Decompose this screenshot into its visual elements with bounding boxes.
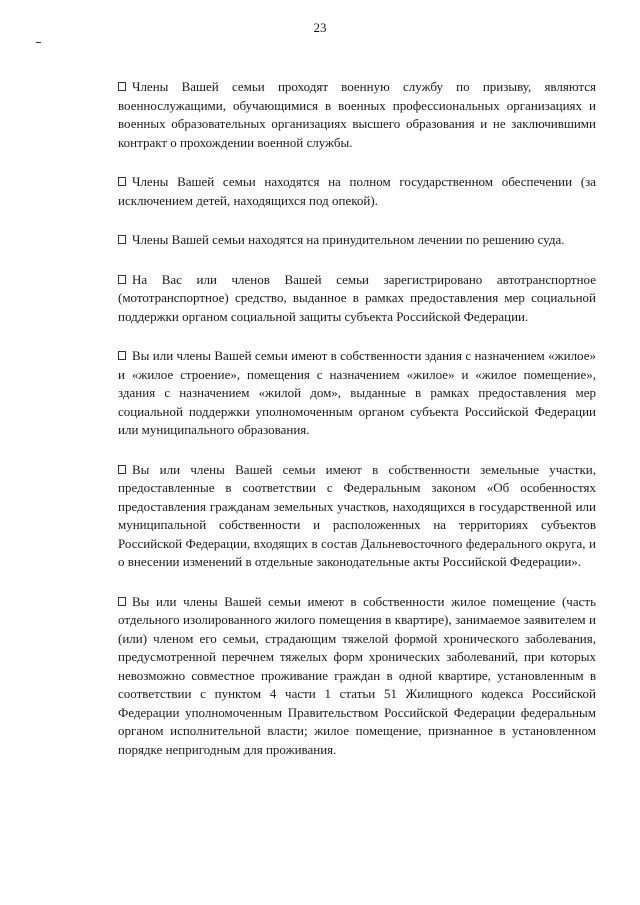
checklist-item-residential-buildings <box>118 347 596 440</box>
checklist-item-compulsory-treatment <box>118 231 596 250</box>
checklist-item-text: На Вас или членов Вашей семьи зарегистрировано автотранспортное (мототранспортное) средство, выданное в рамках предоставления мер социальной поддержки органом социальной защиты субъекта Российской Федерации. <box>118 271 596 324</box>
checklist-item-military-service <box>118 78 596 152</box>
checklist-item-text: Вы или члены Вашей семьи имеют в собственности земельные участки, предоставленные в соответствии с Федеральным законом «Об особенностях предоставления гражданам земельных участков, находящихся в государственной или муниципальной собственности и расположенных на территориях субъектов Российской Федерации, входящих в состав Дальневосточного федерального округа, и о внесении изменений в отдельные законодательные акты Российской Федерации». <box>118 461 596 569</box>
checklist-item-text: Члены Вашей семьи находятся на полном государственном обеспечении (за исключением детей, находящихся под опекой). <box>118 174 596 208</box>
checkbox[interactable] <box>118 465 126 474</box>
checklist-item-vehicle <box>118 271 596 327</box>
scan-mark <box>36 42 41 43</box>
checklist-item-text: Вы или члены Вашей семьи имеют в собственности здания с назначением «жилое» и «жилое строение», помещения с назначением «жилое» и «жилое помещение», здания с назначением «жилой дом», выданные в рамках предоставления мер социальной поддержки уполномоченным органом субъекта Российской Федерации или муниципального образования. <box>118 348 596 437</box>
checkbox[interactable] <box>118 177 126 186</box>
page-number: 23 <box>313 20 327 35</box>
checklist <box>118 78 596 780</box>
checklist-item-text: Вы или члены Вашей семьи имеют в собственности жилое помещение (часть отдельного изолированного жилого помещения в квартире), занимаемое заявителем и (или) членом его семьи, страдающим тяжелой формой хронического заболевания, предусмотренной перечнем тяжелых форм хронических заболеваний, при которых невозможно совместное проживание граждан в одной квартире, установленным в соответствии с пунктом 4 части 1 статьи 51 Жилищного кодекса Российской Федерации уполномоченным Правительством Российской Федерации федеральным органом исполнительной власти; жилое помещение, признанное в установленном порядке непригодным для проживания. <box>118 593 596 757</box>
checkbox[interactable] <box>118 235 126 244</box>
checklist-item-text: Члены Вашей семьи находятся на принудительном лечении по решению суда. <box>132 232 565 247</box>
checkbox[interactable] <box>118 597 126 606</box>
checkbox[interactable] <box>118 82 126 91</box>
checklist-item-land-plots <box>118 461 596 572</box>
checkbox[interactable] <box>118 275 126 284</box>
checklist-item-state-support <box>118 173 596 210</box>
checklist-item-text: Члены Вашей семьи проходят военную службу по призыву, являются военнослужащими, обучающимися в военных профессиональных организациях и военных образовательных организациях высшего образования и не заключившими контракт о прохождении военной службы. <box>118 79 596 150</box>
checkbox[interactable] <box>118 351 126 360</box>
checklist-item-dwelling <box>118 593 596 760</box>
